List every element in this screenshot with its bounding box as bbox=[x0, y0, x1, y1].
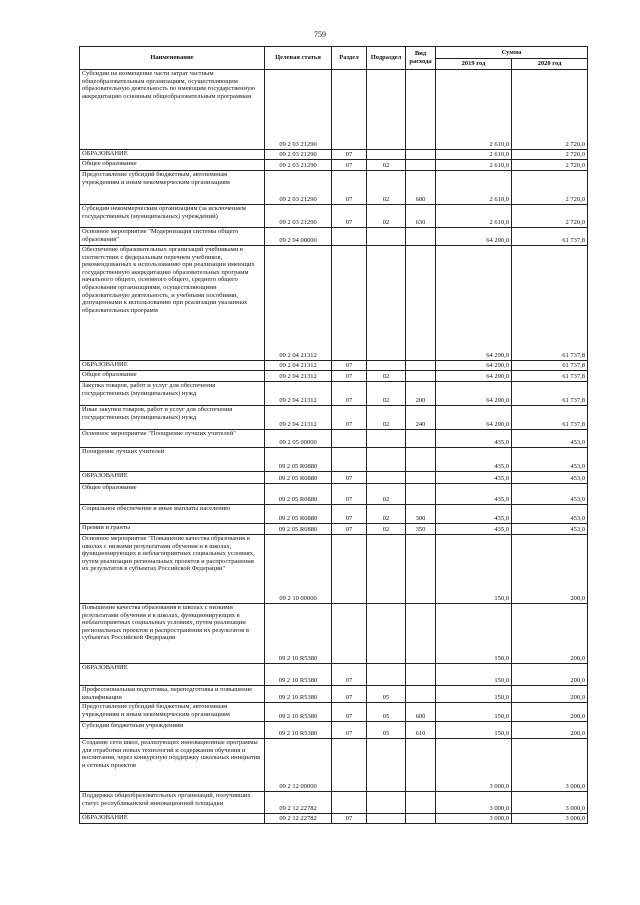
row-subsection bbox=[367, 535, 406, 604]
row-sum-2020: 200,0 bbox=[512, 722, 588, 739]
row-target-code: 09 2 12 22782 bbox=[265, 814, 332, 824]
row-sum-2020: 61 737,8 bbox=[512, 228, 588, 246]
row-name: ОБРАЗОВАНИЕ bbox=[80, 664, 265, 686]
row-section: 07 bbox=[332, 664, 367, 686]
row-name: ОБРАЗОВАНИЕ bbox=[80, 150, 265, 160]
row-sum-2019: 435,0 bbox=[436, 524, 512, 535]
table-row bbox=[80, 205, 588, 228]
row-section: 07 bbox=[332, 160, 367, 171]
row-subsection bbox=[367, 246, 406, 361]
row-target-code: 09 2 04 00000 bbox=[265, 228, 332, 246]
row-sum-2020: 200,0 bbox=[512, 604, 588, 664]
row-target-code: 09 2 05 R0880 bbox=[265, 448, 332, 472]
row-sum-2019: 2 610,0 bbox=[436, 160, 512, 171]
table-row bbox=[80, 535, 588, 604]
row-sum-2019: 150,0 bbox=[436, 722, 512, 739]
table-row bbox=[80, 371, 588, 382]
row-subsection: 02 bbox=[367, 171, 406, 205]
header-subsection: Подраздел bbox=[367, 47, 406, 70]
row-name: Повышение качества образования в школах с низкими результатами обучения и в школах, функционирующих в неблагоприятных социальных условиях, путем реализации региональных проектов и распространения их результатов в субъектах Российской Федерации bbox=[80, 604, 265, 664]
row-sum-2020: 61 737,8 bbox=[512, 406, 588, 430]
table-row bbox=[80, 70, 588, 150]
row-subsection: 05 bbox=[367, 722, 406, 739]
row-expense-type: 600 bbox=[406, 171, 436, 205]
table-row bbox=[80, 228, 588, 246]
table-row bbox=[80, 406, 588, 430]
row-section bbox=[332, 604, 367, 664]
header-target: Целевая статья bbox=[265, 47, 332, 70]
table-row bbox=[80, 604, 588, 664]
row-subsection bbox=[367, 792, 406, 814]
row-name: ОБРАЗОВАНИЕ bbox=[80, 361, 265, 371]
row-expense-type: 300 bbox=[406, 505, 436, 524]
row-sum-2020: 453,0 bbox=[512, 505, 588, 524]
row-sum-2019: 435,0 bbox=[436, 430, 512, 448]
row-subsection bbox=[367, 604, 406, 664]
row-target-code: 09 2 04 21312 bbox=[265, 371, 332, 382]
row-expense-type bbox=[406, 430, 436, 448]
row-target-code: 09 2 05 00000 bbox=[265, 430, 332, 448]
row-sum-2019: 2 610,0 bbox=[436, 150, 512, 160]
row-expense-type bbox=[406, 472, 436, 484]
page-number: 759 bbox=[314, 30, 326, 39]
row-name: Социальное обеспечение и иные выплаты населению bbox=[80, 505, 265, 524]
row-section: 07 bbox=[332, 703, 367, 722]
row-subsection bbox=[367, 361, 406, 371]
row-name: ОБРАЗОВАНИЕ bbox=[80, 814, 265, 824]
row-target-code: 09 2 03 21290 bbox=[265, 205, 332, 228]
row-expense-type bbox=[406, 535, 436, 604]
row-sum-2020: 453,0 bbox=[512, 472, 588, 484]
row-sum-2020: 61 737,8 bbox=[512, 382, 588, 406]
row-target-code: 09 2 10 R5380 bbox=[265, 604, 332, 664]
row-sum-2020: 200,0 bbox=[512, 664, 588, 686]
row-section: 07 bbox=[332, 686, 367, 703]
row-expense-type bbox=[406, 228, 436, 246]
row-section: 07 bbox=[332, 361, 367, 371]
row-sum-2020: 2 720,0 bbox=[512, 205, 588, 228]
row-subsection: 02 bbox=[367, 524, 406, 535]
row-section: 07 bbox=[332, 722, 367, 739]
row-name: Общее образование bbox=[80, 160, 265, 171]
row-target-code: 09 2 10 R5380 bbox=[265, 703, 332, 722]
row-subsection bbox=[367, 70, 406, 150]
row-sum-2019: 150,0 bbox=[436, 686, 512, 703]
table-row bbox=[80, 160, 588, 171]
row-sum-2019: 150,0 bbox=[436, 703, 512, 722]
row-section bbox=[332, 246, 367, 361]
row-expense-type bbox=[406, 70, 436, 150]
row-expense-type bbox=[406, 739, 436, 792]
row-sum-2019: 435,0 bbox=[436, 472, 512, 484]
row-target-code: 09 2 04 21312 bbox=[265, 406, 332, 430]
row-expense-type bbox=[406, 686, 436, 703]
row-target-code: 09 2 12 22782 bbox=[265, 792, 332, 814]
table-row bbox=[80, 150, 588, 160]
row-section: 07 bbox=[332, 814, 367, 824]
row-subsection bbox=[367, 814, 406, 824]
table-row bbox=[80, 703, 588, 722]
row-expense-type bbox=[406, 792, 436, 814]
row-sum-2020: 453,0 bbox=[512, 484, 588, 505]
row-name: Премии и гранты bbox=[80, 524, 265, 535]
row-sum-2019: 2 610,0 bbox=[436, 171, 512, 205]
row-sum-2020: 61 737,8 bbox=[512, 361, 588, 371]
row-name: Основное мероприятие "Повышение качества образования в школах с низкими результатами обучения и в школах, функционирующих в неблагоприятных социальных условиях, путем реализации региональных проектов и распространения их результатов в субъектах Российской Федерации" bbox=[80, 535, 265, 604]
row-sum-2020: 2 720,0 bbox=[512, 171, 588, 205]
row-sum-2019: 150,0 bbox=[436, 535, 512, 604]
row-expense-type: 240 bbox=[406, 406, 436, 430]
row-target-code: 09 2 05 R0880 bbox=[265, 505, 332, 524]
row-name: Иные закупки товаров, работ и услуг для обеспечения государственных (муниципальных) нужд bbox=[80, 406, 265, 430]
row-sum-2020: 61 737,8 bbox=[512, 246, 588, 361]
row-section: 07 bbox=[332, 505, 367, 524]
row-sum-2019: 150,0 bbox=[436, 664, 512, 686]
row-expense-type bbox=[406, 604, 436, 664]
row-section: 07 bbox=[332, 472, 367, 484]
table-row bbox=[80, 814, 588, 824]
row-name: Общее образование bbox=[80, 484, 265, 505]
row-sum-2019: 3 000,0 bbox=[436, 739, 512, 792]
row-sum-2020: 3 000,0 bbox=[512, 792, 588, 814]
row-sum-2019: 435,0 bbox=[436, 505, 512, 524]
row-subsection: 05 bbox=[367, 686, 406, 703]
row-target-code: 09 2 05 R0880 bbox=[265, 484, 332, 505]
row-sum-2019: 435,0 bbox=[436, 448, 512, 472]
row-subsection bbox=[367, 448, 406, 472]
row-expense-type bbox=[406, 160, 436, 171]
row-target-code: 09 2 10 R5380 bbox=[265, 722, 332, 739]
row-name: Предоставление субсидий бюджетным, автономным учреждениям и иным некоммерческим организациям bbox=[80, 171, 265, 205]
table-row bbox=[80, 382, 588, 406]
row-name: Основное мероприятие "Модернизация системы общего образования" bbox=[80, 228, 265, 246]
row-subsection bbox=[367, 664, 406, 686]
row-sum-2019: 64 290,0 bbox=[436, 246, 512, 361]
budget-table bbox=[79, 46, 588, 824]
row-section: 07 bbox=[332, 406, 367, 430]
row-name: Обеспечение образовательных организаций учебниками в соответствии с федеральным перечнем учебников, рекомендованных к использованию при реализации имеющих государственную аккредитацию образовательных программ начального общего, основного общего, среднего общего образования организациями, осуществляющими образовательную деятельность, и учебными пособиями, допущенными к использованию при реализации указанных образовательных программ bbox=[80, 246, 265, 361]
row-sum-2019: 64 290,0 bbox=[436, 382, 512, 406]
row-section: 07 bbox=[332, 484, 367, 505]
table-row bbox=[80, 686, 588, 703]
header-name: Наименование bbox=[80, 47, 265, 70]
row-sum-2019: 64 290,0 bbox=[436, 228, 512, 246]
header-year-2019: 2019 год bbox=[436, 59, 512, 70]
row-sum-2020: 200,0 bbox=[512, 703, 588, 722]
row-expense-type: 350 bbox=[406, 524, 436, 535]
row-target-code: 09 2 12 00000 bbox=[265, 739, 332, 792]
row-section bbox=[332, 70, 367, 150]
row-section: 07 bbox=[332, 382, 367, 406]
row-sum-2020: 453,0 bbox=[512, 524, 588, 535]
row-target-code: 09 2 10 00000 bbox=[265, 535, 332, 604]
row-name: Поддержка общеобразовательных организаций, получивших статус республиканской инновационной площадки bbox=[80, 792, 265, 814]
row-sum-2020: 200,0 bbox=[512, 686, 588, 703]
table-row bbox=[80, 505, 588, 524]
row-section: 07 bbox=[332, 524, 367, 535]
row-target-code: 09 2 05 R0880 bbox=[265, 524, 332, 535]
header-expense-type: Вид расхода bbox=[406, 47, 436, 70]
row-subsection: 02 bbox=[367, 484, 406, 505]
row-subsection bbox=[367, 472, 406, 484]
row-sum-2019: 64 290,0 bbox=[436, 406, 512, 430]
row-section: 07 bbox=[332, 171, 367, 205]
row-subsection: 02 bbox=[367, 160, 406, 171]
row-sum-2020: 2 720,0 bbox=[512, 70, 588, 150]
row-subsection: 02 bbox=[367, 205, 406, 228]
row-name: Субсидии некоммерческим организациям (за исключением государственных (муниципальных) учреждений) bbox=[80, 205, 265, 228]
row-subsection: 02 bbox=[367, 406, 406, 430]
row-sum-2019: 3 000,0 bbox=[436, 792, 512, 814]
row-expense-type bbox=[406, 246, 436, 361]
row-target-code: 09 2 04 21312 bbox=[265, 246, 332, 361]
row-target-code: 09 2 04 21312 bbox=[265, 361, 332, 371]
row-subsection: 02 bbox=[367, 382, 406, 406]
header-section: Раздел bbox=[332, 47, 367, 70]
row-section bbox=[332, 228, 367, 246]
row-target-code: 09 2 10 R5380 bbox=[265, 686, 332, 703]
row-sum-2020: 2 720,0 bbox=[512, 150, 588, 160]
row-expense-type bbox=[406, 448, 436, 472]
row-target-code: 09 2 03 21290 bbox=[265, 171, 332, 205]
row-expense-type bbox=[406, 361, 436, 371]
row-sum-2020: 3 000,0 bbox=[512, 739, 588, 792]
row-name: Профессиональная подготовка, переподготовка и повышение квалификации bbox=[80, 686, 265, 703]
row-subsection bbox=[367, 430, 406, 448]
table-row bbox=[80, 484, 588, 505]
row-name: ОБРАЗОВАНИЕ bbox=[80, 472, 265, 484]
row-sum-2020: 2 720,0 bbox=[512, 160, 588, 171]
row-name: Основное мероприятие "Поощрение лучших учителей" bbox=[80, 430, 265, 448]
row-section bbox=[332, 535, 367, 604]
row-name: Закупка товаров, работ и услуг для обеспечения государственных (муниципальных) нужд bbox=[80, 382, 265, 406]
row-name: Предоставление субсидий бюджетным, автономным учреждениям и иным некоммерческим организациям bbox=[80, 703, 265, 722]
header-year-2020: 2020 год bbox=[512, 59, 588, 70]
row-expense-type bbox=[406, 150, 436, 160]
row-sum-2019: 2 610,0 bbox=[436, 205, 512, 228]
row-sum-2020: 3 000,0 bbox=[512, 814, 588, 824]
row-sum-2019: 150,0 bbox=[436, 604, 512, 664]
row-target-code: 09 2 03 21290 bbox=[265, 150, 332, 160]
row-section: 07 bbox=[332, 150, 367, 160]
row-expense-type bbox=[406, 371, 436, 382]
row-sum-2019: 64 290,0 bbox=[436, 371, 512, 382]
table-row bbox=[80, 524, 588, 535]
row-sum-2020: 61 737,8 bbox=[512, 371, 588, 382]
row-section bbox=[332, 448, 367, 472]
header-sum: Сумма bbox=[436, 47, 588, 59]
row-section bbox=[332, 792, 367, 814]
row-name: Субсидии на возмещение части затрат частным общеобразовательным организациям, осуществляющим образовательную деятельность по имеющим государственную аккредитацию основным общеобразовательным программам bbox=[80, 70, 265, 150]
row-subsection: 02 bbox=[367, 505, 406, 524]
row-subsection: 05 bbox=[367, 703, 406, 722]
row-sum-2019: 2 610,0 bbox=[436, 70, 512, 150]
table-row bbox=[80, 246, 588, 361]
row-target-code: 09 2 04 21312 bbox=[265, 382, 332, 406]
row-expense-type bbox=[406, 814, 436, 824]
row-expense-type bbox=[406, 484, 436, 505]
row-subsection: 02 bbox=[367, 371, 406, 382]
table-row bbox=[80, 664, 588, 686]
table-row bbox=[80, 361, 588, 371]
row-target-code: 09 2 10 R5380 bbox=[265, 664, 332, 686]
table-row bbox=[80, 792, 588, 814]
row-expense-type: 630 bbox=[406, 205, 436, 228]
table-row bbox=[80, 722, 588, 739]
row-target-code: 09 2 03 21290 bbox=[265, 160, 332, 171]
row-sum-2019: 3 000,0 bbox=[436, 814, 512, 824]
row-section bbox=[332, 739, 367, 792]
row-sum-2020: 453,0 bbox=[512, 430, 588, 448]
table-row bbox=[80, 448, 588, 472]
row-name: Субсидии бюджетным учреждениям bbox=[80, 722, 265, 739]
row-sum-2019: 435,0 bbox=[436, 484, 512, 505]
row-subsection bbox=[367, 150, 406, 160]
table-row bbox=[80, 739, 588, 792]
row-expense-type: 200 bbox=[406, 382, 436, 406]
row-subsection bbox=[367, 739, 406, 792]
row-name: Общее образование bbox=[80, 371, 265, 382]
row-section: 07 bbox=[332, 371, 367, 382]
table-row bbox=[80, 171, 588, 205]
row-section: 07 bbox=[332, 205, 367, 228]
row-name: Поощрение лучших учителей bbox=[80, 448, 265, 472]
row-target-code: 09 2 03 21290 bbox=[265, 70, 332, 150]
row-expense-type: 610 bbox=[406, 722, 436, 739]
table-row bbox=[80, 430, 588, 448]
row-sum-2019: 64 290,0 bbox=[436, 361, 512, 371]
row-name: Создание сети школ, реализующих инновационные программы для отработки новых технологий и содержания обучения и воспитания, через конкурсную поддержку школьных инициатив и сетевых проектов bbox=[80, 739, 265, 792]
row-expense-type: 600 bbox=[406, 703, 436, 722]
row-expense-type bbox=[406, 664, 436, 686]
row-sum-2020: 200,0 bbox=[512, 535, 588, 604]
row-sum-2020: 453,0 bbox=[512, 448, 588, 472]
row-subsection bbox=[367, 228, 406, 246]
row-target-code: 09 2 05 R0880 bbox=[265, 472, 332, 484]
table-row bbox=[80, 472, 588, 484]
row-section bbox=[332, 430, 367, 448]
